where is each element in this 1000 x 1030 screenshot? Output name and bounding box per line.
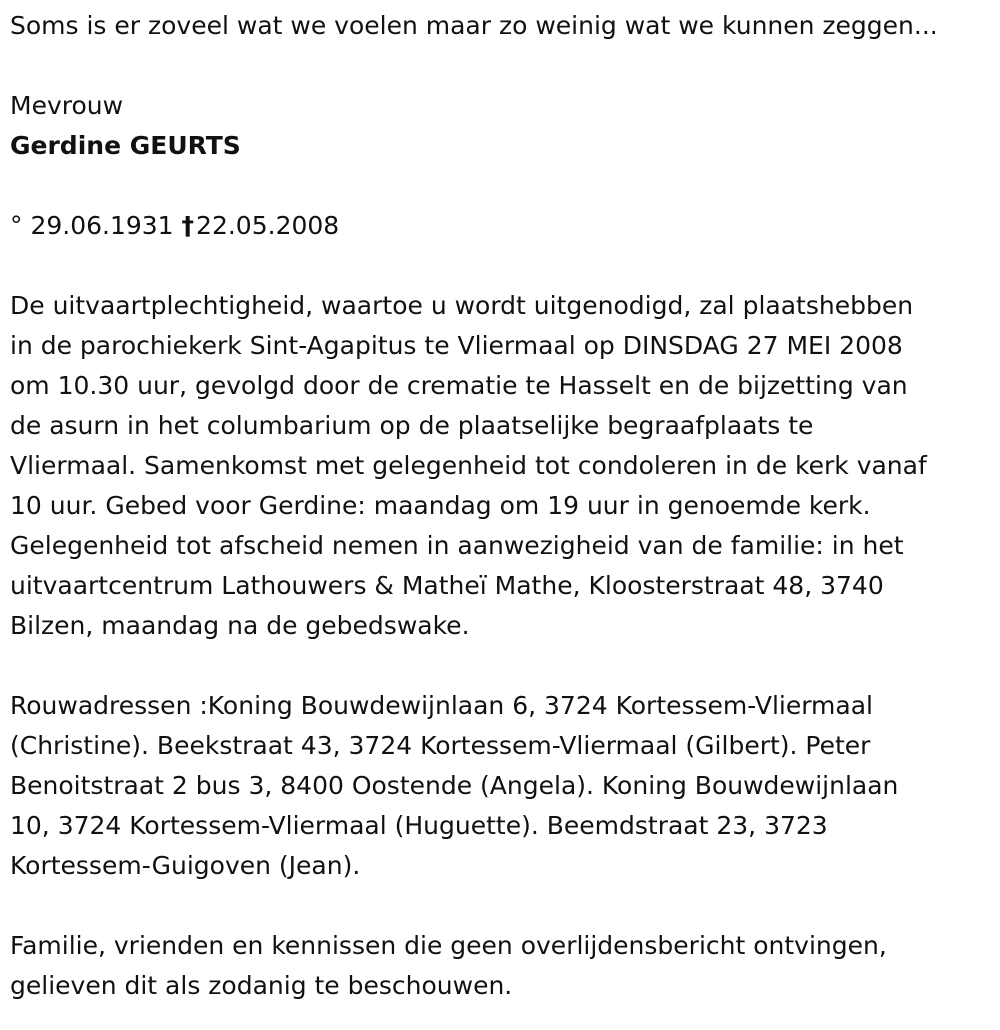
spacer bbox=[10, 246, 995, 286]
address-line: Rouwadressen :Koning Bouwdewijnlaan 6, 3724 Kortessem-Vliermaal bbox=[10, 691, 873, 720]
spacer bbox=[10, 886, 995, 926]
ceremony-line: De uitvaartplechtigheid, waartoe u wordt uitgenodigd, zal plaatshebben bbox=[10, 291, 914, 320]
spacer bbox=[10, 646, 995, 686]
opening-quote: Soms is er zoveel wat we voelen maar zo weinig wat we kunnen zeggen... bbox=[10, 11, 938, 40]
spacer bbox=[10, 166, 995, 206]
address-line: (Christine). Beekstraat 43, 3724 Kortessem-Vliermaal (Gilbert). Peter bbox=[10, 731, 871, 760]
obituary-notice bbox=[10, 0, 995, 1006]
address-line: 10, 3724 Kortessem-Vliermaal (Huguette). Beemdstraat 23, 3723 bbox=[10, 811, 828, 840]
ceremony-line: Vliermaal. Samenkomst met gelegenheid tot condoleren in de kerk vanaf bbox=[10, 451, 927, 480]
life-dates bbox=[10, 206, 995, 246]
ceremony-line: uitvaartcentrum Lathouwers & Matheï Mathe, Kloosterstraat 48, 3740 bbox=[10, 571, 884, 600]
ceremony-line: Bilzen, maandag na de gebedswake. bbox=[10, 611, 470, 640]
ceremony-line: de asurn in het columbarium op de plaatselijke begraafplaats te bbox=[10, 411, 814, 440]
spacer bbox=[10, 46, 995, 86]
birth-date: 29.06.1931 bbox=[30, 211, 174, 240]
ceremony-line: om 10.30 uur, gevolgd door de crematie te Hasselt en de bijzetting van bbox=[10, 371, 908, 400]
address-line: Kortessem-Guigoven (Jean). bbox=[10, 851, 361, 880]
salutation: Mevrouw bbox=[10, 91, 124, 120]
ceremony-line: Gelegenheid tot afscheid nemen in aanwezigheid van de familie: in het bbox=[10, 531, 904, 560]
ceremony-paragraph bbox=[10, 286, 995, 646]
ceremony-line: in de parochiekerk Sint-Agapitus te Vliermaal op DINSDAG 27 MEI 2008 bbox=[10, 331, 903, 360]
death-date: 22.05.2008 bbox=[196, 211, 340, 240]
addresses-paragraph bbox=[10, 686, 995, 886]
deceased-name: Gerdine GEURTS bbox=[10, 131, 241, 160]
death-cross-icon: † bbox=[181, 211, 195, 240]
ceremony-line: 10 uur. Gebed voor Gerdine: maandag om 19 uur in genoemde kerk. bbox=[10, 491, 871, 520]
address-line: Benoitstraat 2 bus 3, 8400 Oostende (Angela). Koning Bouwdewijnlaan bbox=[10, 771, 899, 800]
closing-paragraph bbox=[10, 926, 995, 1006]
closing-line: gelieven dit als zodanig te beschouwen. bbox=[10, 971, 513, 1000]
birth-symbol: ° bbox=[10, 211, 23, 240]
closing-line: Familie, vrienden en kennissen die geen overlijdensbericht ontvingen, bbox=[10, 931, 887, 960]
